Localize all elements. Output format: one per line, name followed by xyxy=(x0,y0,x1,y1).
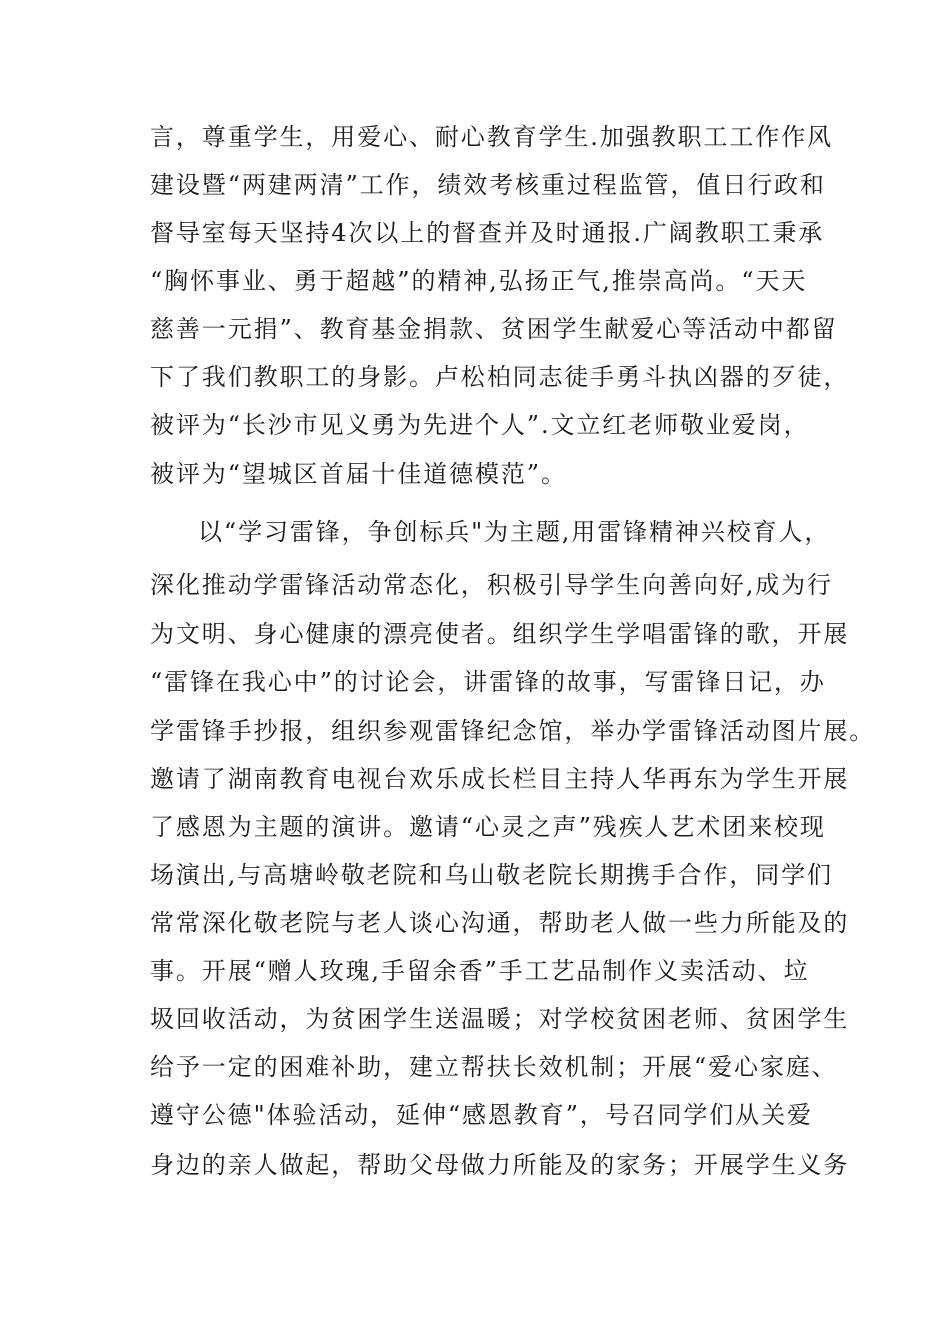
text-line: 被评为“望城区首届十佳道德模范”。 xyxy=(150,460,567,488)
text-line: “雷锋在我心中”的讨论会，讲雷锋的故事，写雷锋日记，办 xyxy=(150,668,826,696)
text-line: 建设暨“两建两清”工作，绩效考核重过程监管，值日行政和 xyxy=(150,171,826,199)
text-line: 邀请了湖南教育电视台欢乐成长栏目主持人华再东为学生开展 xyxy=(150,765,850,793)
text-line: “胸怀事业、勇于超越”的精神,弘扬正气,推崇高尚。“天天 xyxy=(150,267,808,295)
text-line: 给予一定的困难补助，建立帮扶长效机制；开展“爱心家庭、 xyxy=(150,1053,838,1081)
text-line: 学雷锋手抄报，组织参观雷锋纪念馆，举办学雷锋活动图片展。 xyxy=(150,717,876,745)
text-line: 慈善一元捐”、教育基金捐款、贫困学生献爱心等活动中都留 xyxy=(150,315,838,343)
text-line: 了感恩为主题的演讲。邀请“心灵之声”残疾人艺术团来校现 xyxy=(150,813,826,841)
text-line: 被评为“长沙市见义勇为先进个人”.文立红老师敬业爱岗， xyxy=(150,411,810,439)
text-line: 事。开展“赠人玫瑰,手留余香”手工艺品制作义卖活动、垃 xyxy=(150,957,810,985)
text-line: 下了我们教职工的身影。卢松柏同志徒手勇斗执凶器的歹徒， xyxy=(150,363,850,391)
text-line: 身边的亲人做起，帮助父母做力所能及的家务；开展学生义务 xyxy=(150,1151,850,1179)
text-line: 遵守公德"体验活动，延伸“感恩教育”，号召同学们从关爱 xyxy=(150,1101,813,1129)
text-line: 圾回收活动，为贫困学生送温暖；对学校贫困老师、贫困学生 xyxy=(150,1005,850,1033)
text-line: 为文明、身心健康的漂亮使者。组织学生学唱雷锋的歌，开展 xyxy=(150,620,850,648)
text-line: 督导室每天坚持4次以上的督查并及时通报.广阔教职工秉承 xyxy=(150,219,825,247)
text-line: 常常深化敬老院与老人谈心沟通，帮助老人做一些力所能及的 xyxy=(150,909,850,937)
text-line: 深化推动学雷锋活动常态化，积极引导学生向善向好,成为行 xyxy=(150,571,833,599)
paragraph-first-line: 以“学习雷锋，争创标兵"为主题,用雷锋精神兴校育人， xyxy=(198,518,831,546)
text-line: 言，尊重学生，用爱心、耐心教育学生.加强教职工工作作风 xyxy=(150,123,833,151)
text-line: 场演出,与高塘岭敬老院和乌山敬老院长期携手合作，同学们 xyxy=(150,861,833,889)
